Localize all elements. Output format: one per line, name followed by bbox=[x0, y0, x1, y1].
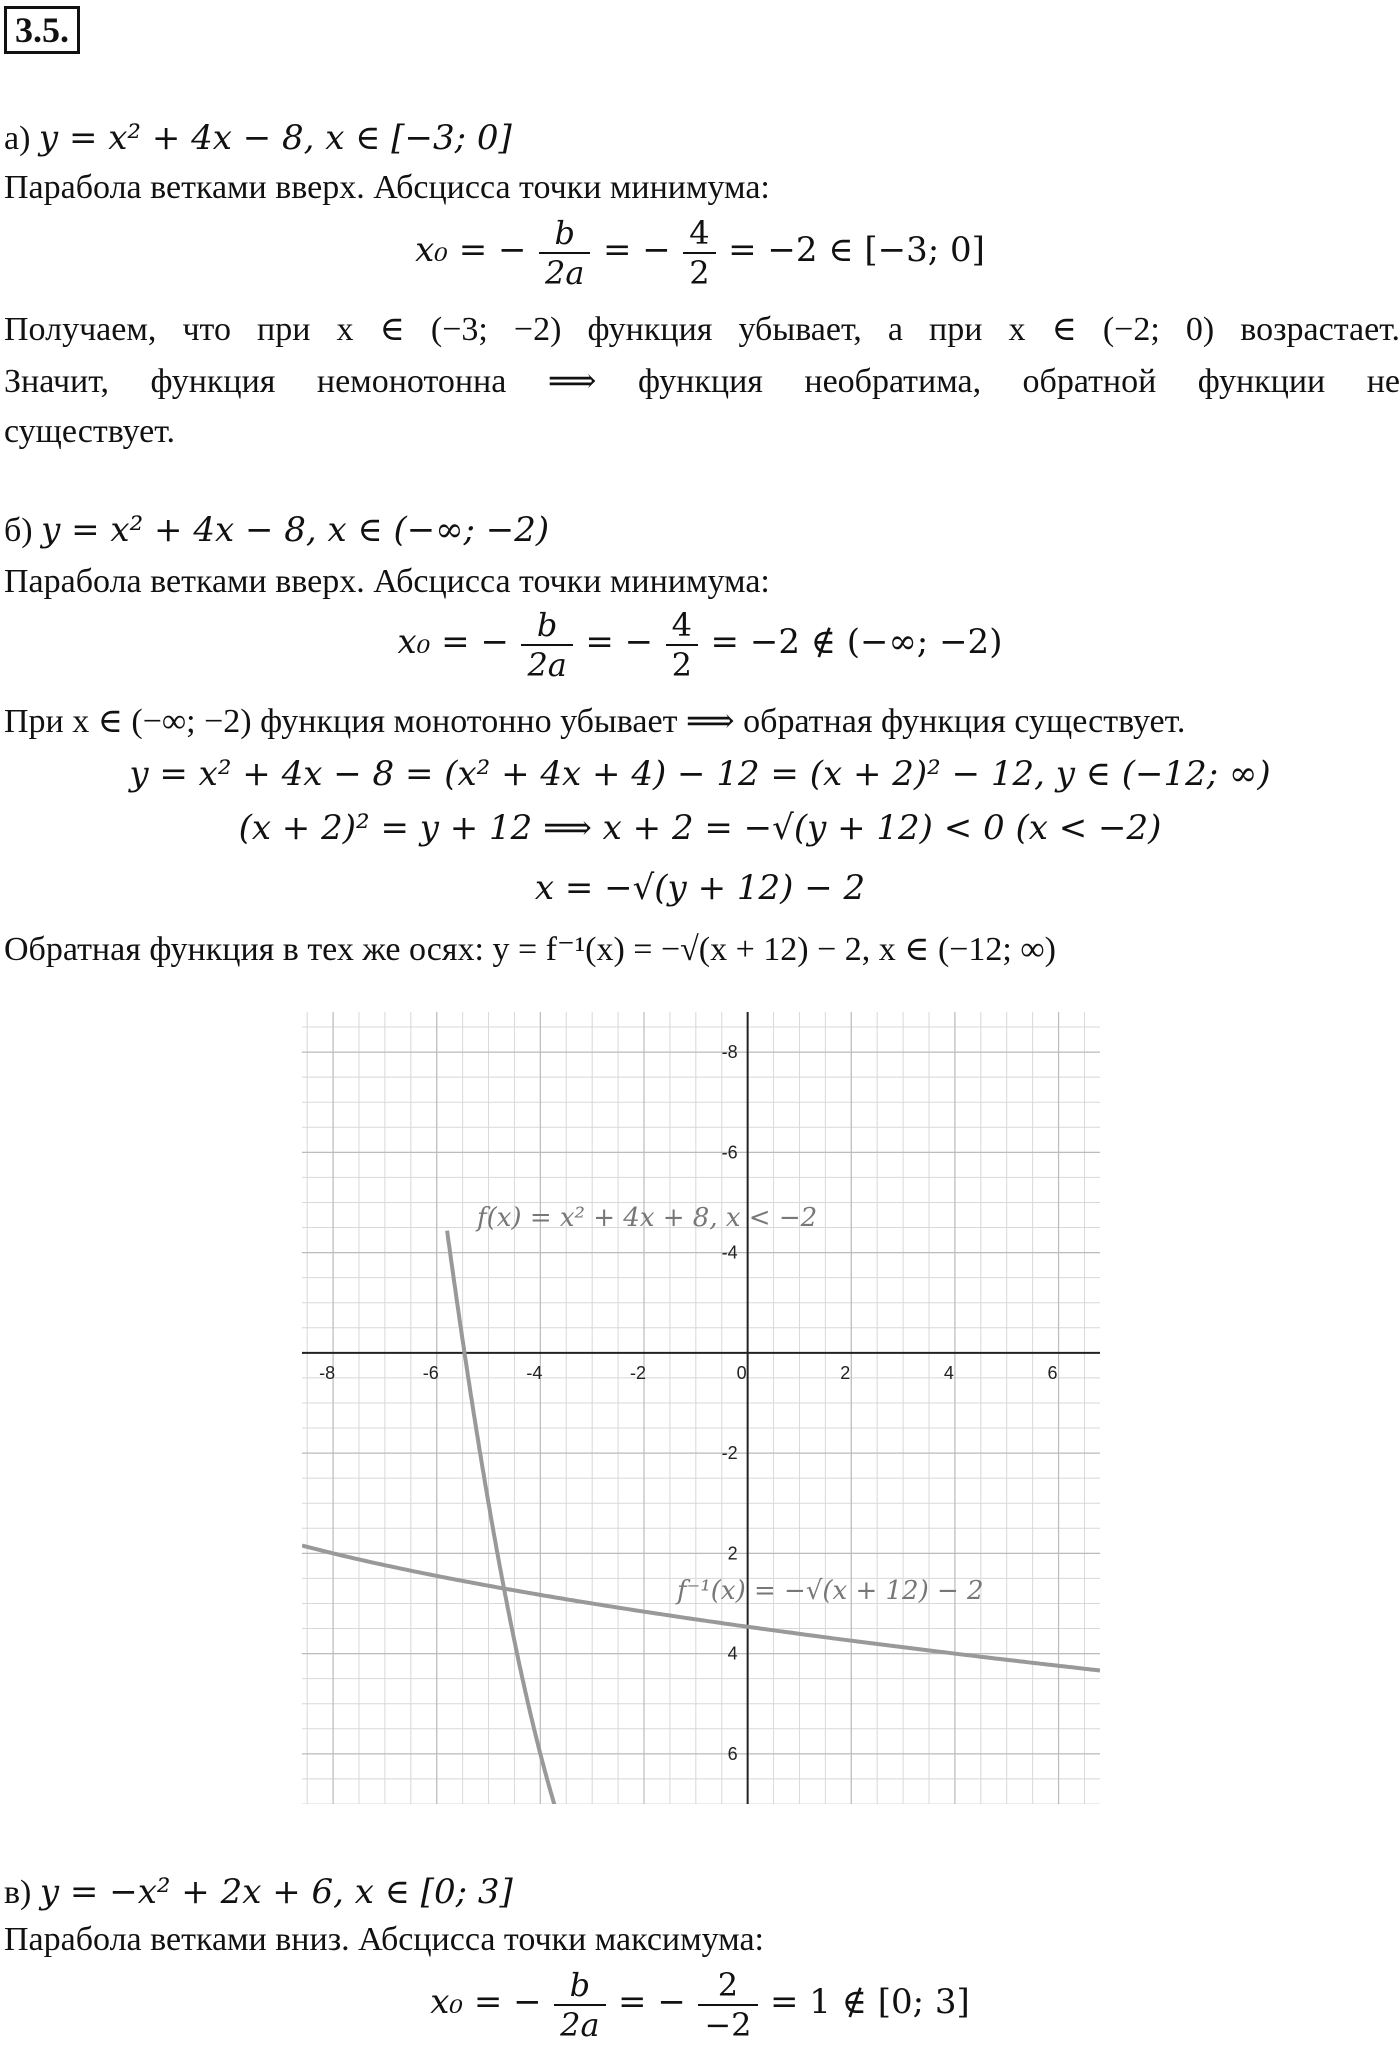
part-c-heading bbox=[4, 1872, 513, 1913]
part-a-line1: Парабола ветками вверх. Абсцисса точки минимума: bbox=[4, 169, 770, 206]
formula-right: = −2 ∈ [−3; 0] bbox=[728, 229, 985, 270]
frac-den: 2a bbox=[560, 2006, 600, 2044]
formula-mid: = − bbox=[585, 621, 654, 662]
part-c-label: в) bbox=[4, 1874, 32, 1911]
y-tick-label: -2 bbox=[721, 1443, 738, 1464]
part-b-heading bbox=[4, 510, 549, 551]
frac-den: 2a bbox=[527, 646, 567, 684]
part-b-line2: При x ∈ (−∞; −2) функция монотонно убывает ⟹ обратная функция существует. bbox=[4, 703, 1186, 740]
fraction-4-2 bbox=[683, 214, 715, 292]
y-tick-label: -6 bbox=[721, 1142, 738, 1163]
part-a-para2: Значит, функция немонотонна ⟹ функция необратима, обратной функции не bbox=[4, 363, 1400, 400]
x-tick-label: 2 bbox=[840, 1362, 851, 1383]
frac-num: 4 bbox=[666, 606, 698, 646]
graph-grid bbox=[302, 1012, 1100, 1804]
part-a-para3: существует. bbox=[4, 413, 176, 450]
graph-axes bbox=[302, 1012, 1100, 1804]
formula-left: x₀ = − bbox=[397, 621, 509, 662]
formula-left: x₀ = − bbox=[415, 229, 527, 270]
y-tick-label: 2 bbox=[727, 1543, 738, 1564]
curve-f-inverse bbox=[302, 1546, 1100, 1671]
frac-num: b bbox=[554, 1966, 605, 2006]
part-b-eq3: x = −√(y + 12) − 2 bbox=[534, 868, 866, 908]
x-tick-label: -4 bbox=[526, 1362, 543, 1383]
function-graph bbox=[302, 1012, 1100, 1804]
fraction-2-minus2 bbox=[698, 1966, 757, 2044]
formula-left: x₀ = − bbox=[430, 1981, 542, 2022]
frac-den: 2 bbox=[689, 254, 710, 292]
part-b-line1: Парабола ветками вверх. Абсцисса точки минимума: bbox=[4, 563, 770, 600]
part-b-label: б) bbox=[4, 512, 33, 549]
x-tick-label: -6 bbox=[422, 1362, 439, 1383]
part-b-statement: y = x² + 4x − 8, x ∈ (−∞; −2) bbox=[41, 510, 550, 550]
formula-right: = −2 ∉ (−∞; −2) bbox=[710, 621, 1003, 662]
part-b-line3: Обратная функция в тех же осях: y = f⁻¹(x) = −√(x + 12) − 2, x ∈ (−12; ∞) bbox=[4, 931, 1056, 968]
frac-den: 2 bbox=[671, 646, 693, 684]
frac-den: −2 bbox=[704, 2006, 752, 2044]
graph-curves bbox=[302, 1231, 1100, 1804]
part-b-eq2: (x + 2)² = y + 12 ⟹ x + 2 = −√(y + 12) < 0 (x < −2) bbox=[238, 808, 1162, 848]
part-c-statement: y = −x² + 2x + 6, x ∈ [0; 3] bbox=[39, 1872, 513, 1912]
frac-den: 2a bbox=[545, 254, 585, 292]
part-a-formula bbox=[0, 214, 1400, 292]
fraction-b-2a bbox=[554, 1966, 605, 2044]
part-a-statement: y = x² + 4x − 8, x ∈ [−3; 0] bbox=[38, 118, 512, 158]
y-tick-label: 6 bbox=[727, 1743, 738, 1764]
part-c-formula bbox=[0, 1966, 1400, 2044]
formula-mid: = − bbox=[602, 229, 671, 270]
part-a-heading bbox=[4, 118, 512, 159]
part-b-eq1: y = x² + 4x − 8 = (x² + 4x + 4) − 12 = (x + 2)² − 12, y ∈ (−12; ∞) bbox=[129, 754, 1271, 794]
formula-mid: = − bbox=[618, 1981, 686, 2022]
problem-number: 3.5. bbox=[4, 6, 80, 54]
x-tick-label: -8 bbox=[319, 1362, 336, 1383]
frac-num: b bbox=[521, 606, 572, 646]
frac-num: 4 bbox=[683, 214, 715, 254]
y-tick-label: 4 bbox=[727, 1643, 738, 1664]
formula-right: = 1 ∉ [0; 3] bbox=[770, 1981, 970, 2022]
x-tick-label: 0 bbox=[736, 1362, 747, 1383]
label-f: f(x) = x² + 4x + 8, x < −2 bbox=[477, 1203, 818, 1233]
part-c-line1: Парабола ветками вниз. Абсцисса точки максимума: bbox=[4, 1921, 764, 1958]
x-tick-label: -2 bbox=[629, 1362, 647, 1383]
frac-num: b bbox=[539, 214, 590, 254]
frac-num: 2 bbox=[698, 1966, 757, 2006]
curve-f bbox=[447, 1231, 562, 1804]
fraction-4-2 bbox=[666, 606, 698, 684]
x-tick-label: 6 bbox=[1047, 1362, 1058, 1383]
y-tick-label: -4 bbox=[721, 1242, 738, 1263]
part-a-para1: Получаем, что при x ∈ (−3; −2) функция убывает, а при x ∈ (−2; 0) возрастает. bbox=[4, 311, 1400, 348]
fraction-b-2a bbox=[521, 606, 572, 684]
part-a-label: а) bbox=[4, 120, 31, 157]
x-tick-label: 4 bbox=[943, 1362, 954, 1383]
fraction-b-2a bbox=[539, 214, 590, 292]
label-f-inverse: f⁻¹(x) = −√(x + 12) − 2 bbox=[677, 1576, 984, 1606]
y-tick-label: -8 bbox=[721, 1042, 738, 1063]
part-b-formula bbox=[0, 606, 1400, 684]
